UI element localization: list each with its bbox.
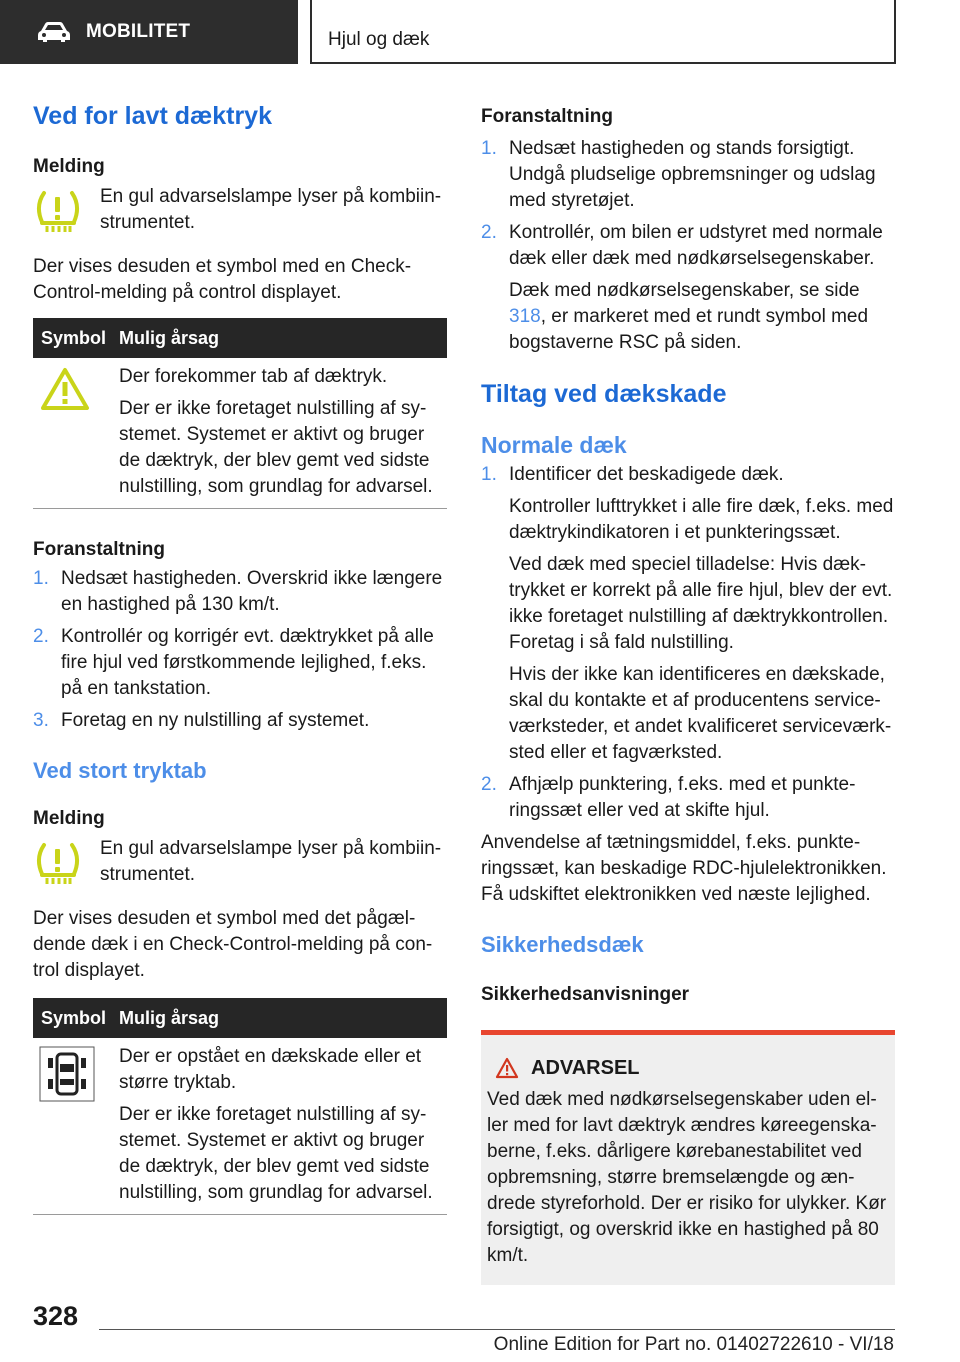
tire-pressure-warning-icon — [33, 190, 83, 234]
action-steps — [481, 136, 895, 356]
cause-text-1: Der er opstået en dækskade eller et større tryktab. — [119, 1046, 422, 1093]
action-label: Foranstaltning — [33, 539, 165, 560]
section-heading-high-loss: Ved stort tryktab — [33, 758, 207, 783]
section-heading-tire-damage: Tiltag ved dækskade — [481, 380, 727, 408]
table-header-symbol: Symbol — [33, 998, 119, 1038]
table-header-cause: Mulig årsag — [119, 318, 447, 358]
list-item: 2. Afhjælp punktering, f.eks. med et punkte-ringssæt eller ved at skifte hjul. — [481, 774, 856, 821]
description: Der vises desuden et symbol med en Check-Control-melding på control displayet. — [33, 256, 412, 303]
cause-text-2: Der er ikke foretaget nulstilling af sy-stemet. Systemet er aktivt og bruger de dæktryk, der blev gemt ved sidste nulstilling, som grundlag for advarsel. — [119, 1104, 433, 1203]
page-header — [310, 0, 896, 64]
cause-text-2: Der er ikke foretaget nulstilling af sy-stemet. Systemet er aktivt og bruger de dæktryk, der blev gemt ved sidste nulstilling, som grundlag for advarsel. — [119, 398, 433, 497]
right-column — [481, 104, 895, 1285]
symbol-table — [33, 318, 447, 509]
warning-box — [481, 1030, 895, 1285]
message-label: Melding — [33, 156, 105, 177]
table-row — [33, 358, 447, 509]
message-text: En gul advarselslampe lyser på kombiin-strumentet. — [100, 838, 442, 885]
car-tire-damage-icon — [39, 1046, 95, 1102]
table-header-symbol: Symbol — [33, 318, 119, 358]
car-icon — [36, 21, 72, 43]
page-number: 328 — [33, 1301, 79, 1331]
step-note: Hvis der ikke kan identificeres en dækskade, skal du kontakte et af producentens service-værksteder, et andet kvalificeret serviceværk-sted eller et fagværksted. — [509, 664, 892, 763]
normal-tire-steps — [481, 462, 895, 824]
list-item: 3. Foretag en ny nulstilling af systemet. — [33, 710, 370, 731]
step-note: Ved dæk med speciel tilladelse: Hvis dæk-trykket er korrekt på alle fire hjul, blev der evt. ikke foretaget nulstilling af dæktrykkontrollen. Foretag i så fald nulstilling. — [509, 554, 893, 653]
description: Der vises desuden et symbol med det pågæl-dende dæk i en Check-Control-melding på con-trol displayet. — [33, 908, 433, 981]
warning-triangle-icon — [495, 1057, 519, 1079]
list-item: 1. Identificer det beskadigede dæk. Kontroller lufttrykket i alle fire dæk, f.eks. med dæktrykindikatoren i et punkteringssæt. Ved dæk med speciel tilladelse: Hvis dæk-trykket er korrekt på alle fire hjul, blev der evt. ikke foretaget nulstilling af dæktrykkontrollen. Foretag i så fald nulstilling. Hvis der ikke kan identificeres en dækskade, skal du kontakte et af producentens service-værksteder, et andet kvalificeret serviceværk-sted eller et fagværksted. — [481, 462, 895, 766]
symbol-table — [33, 998, 447, 1215]
subheading-normal-tires: Normale dæk — [481, 432, 627, 458]
list-item: 2. Kontrollér og korrigér evt. dæktrykket på alle fire hjul ved førstkommende lejlighed, f.eks. på en tankstation. — [33, 626, 434, 699]
message-label: Melding — [33, 808, 105, 829]
message-block — [33, 836, 447, 894]
list-item: 2. Kontrollér, om bilen er udstyret med normale dæk eller dæk med nødkørselsegenskaber. Dæk med nødkørselsegenskaber, se side 318, er markeret med et rundt symbol med bogstaverne RSC på siden. — [481, 220, 895, 356]
tire-pressure-warning-icon — [33, 842, 83, 886]
chapter-label: MOBILITET — [86, 21, 191, 42]
warning-text: Ved dæk med nødkørselsegenskaber uden el-ler med for lavt dæktryk ændres køreegenska-berne, f.eks. dårligere kørebanestabilitet ved opbremsning, større bremselængde og æn-drede styreforhold. Der er risiko for ulykker. Kør forsigtigt, og overskrid ikke en hastighed på 80 km/t. — [487, 1089, 887, 1266]
section-heading-run-flat: Sikkerhedsdæk — [481, 932, 644, 957]
table-row — [33, 1038, 447, 1215]
left-column — [33, 100, 447, 1215]
edition-footer: Online Edition for Part no. 01402722610 - VI/18 — [493, 1334, 894, 1355]
step-note: Kontroller lufttrykket i alle fire dæk, f.eks. med dæktrykindikatoren i et punkteringssæt. — [509, 496, 894, 543]
action-steps — [33, 566, 447, 734]
table-header-cause: Mulig årsag — [119, 998, 447, 1038]
warning-label: ADVARSEL — [531, 1057, 640, 1079]
step-note: Dæk med nødkørselsegenskaber, se side 318, er markeret med et rundt symbol med bogstaverne RSC på siden. — [509, 280, 869, 353]
page-title: Hjul og dæk — [328, 29, 430, 50]
sealant-note: Anvendelse af tætningsmiddel, f.eks. punkte-ringssæt, kan beskadige RDC-hjulelektronikken. Få udskiftet elektronikken ved næste lejlighed. — [481, 832, 887, 905]
footer-divider — [99, 1329, 895, 1330]
cause-text-1: Der forekommer tab af dæktryk. — [119, 366, 388, 387]
message-text: En gul advarselslampe lyser på kombiin-strumentet. — [100, 186, 442, 233]
list-item: 1. Nedsæt hastigheden. Overskrid ikke længere en hastighed på 130 km/t. — [33, 568, 443, 615]
page-reference-link[interactable]: 318 — [509, 306, 541, 327]
safety-notes-label: Sikkerhedsanvisninger — [481, 984, 690, 1005]
chapter-tab[interactable] — [0, 0, 298, 64]
action-label: Foranstaltning — [481, 106, 613, 127]
section-heading-low-pressure: Ved for lavt dæktryk — [33, 102, 272, 130]
list-item: 1. Nedsæt hastigheden og stands forsigtigt. Undgå pludselige opbremsninger og udslag med styretøjet. — [481, 138, 876, 211]
message-block — [33, 184, 447, 242]
warning-triangle-icon — [39, 366, 91, 412]
